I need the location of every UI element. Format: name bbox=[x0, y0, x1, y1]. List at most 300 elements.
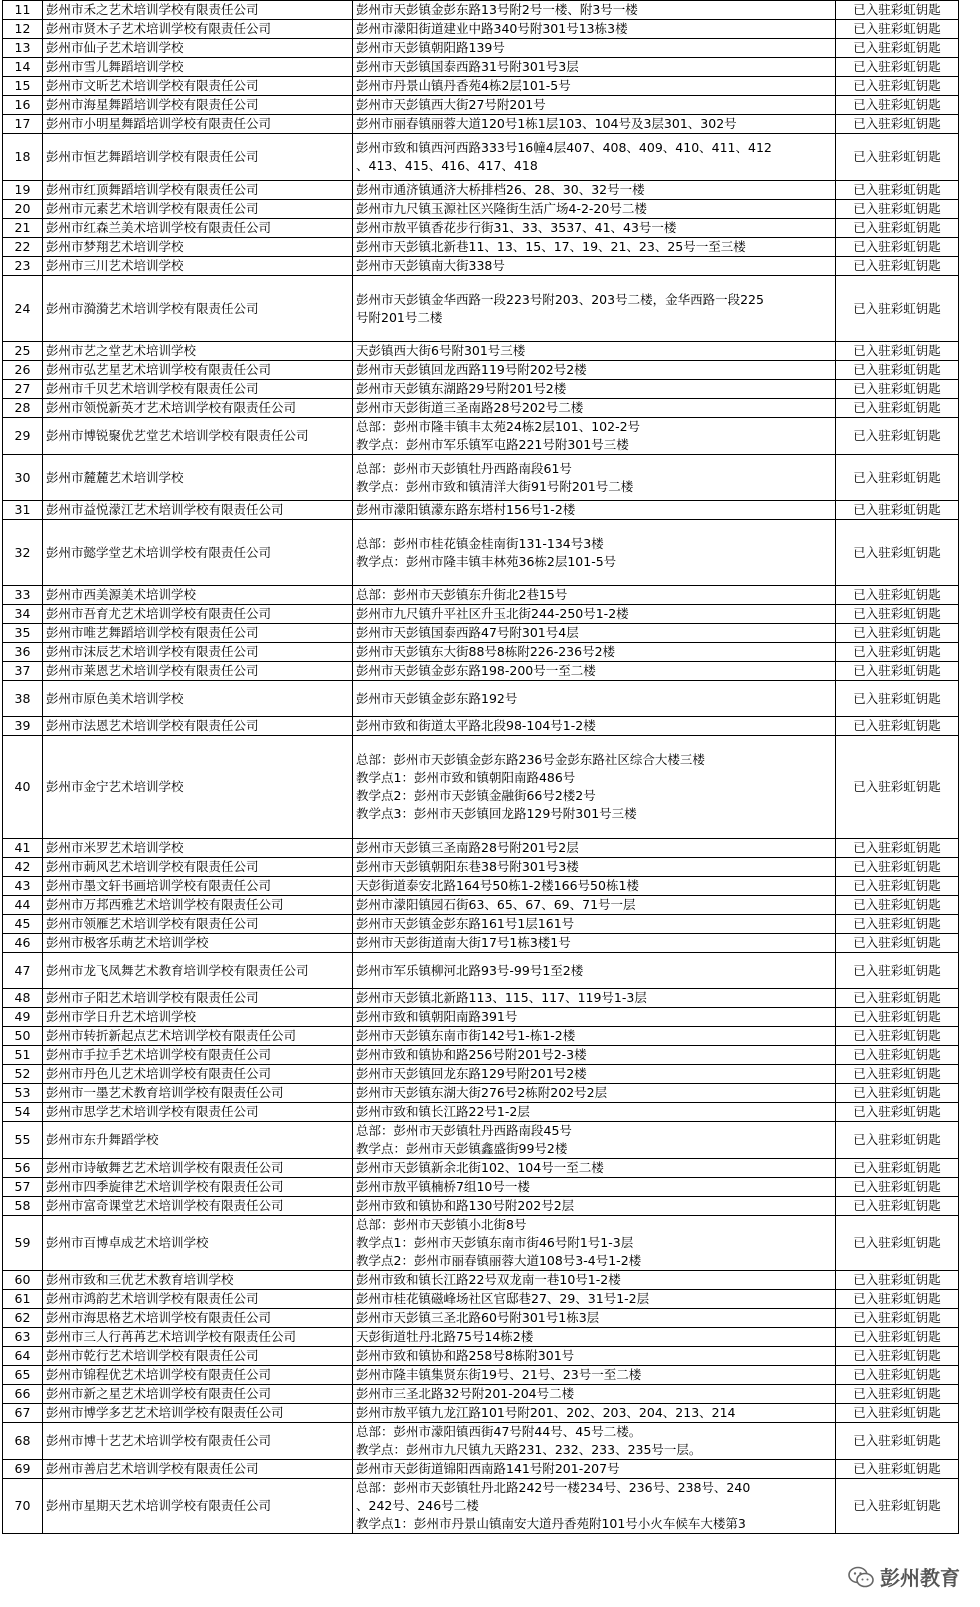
school-address bbox=[353, 58, 836, 77]
address-line: 彭州市天彭街道锦阳西南路141号附201-207号 bbox=[356, 1461, 620, 1476]
status-cell: 已入驻彩虹钥匙 bbox=[836, 1271, 959, 1290]
table-row bbox=[3, 1008, 959, 1027]
status-cell: 已入驻彩虹钥匙 bbox=[836, 1347, 959, 1366]
address-line: 天彭街道牡丹北路75号14栋2楼 bbox=[356, 1329, 534, 1344]
row-number: 18 bbox=[3, 134, 43, 181]
address-line: 彭州市濛阳镇濛东路东塔村156号1-2楼 bbox=[356, 502, 576, 517]
row-number: 32 bbox=[3, 520, 43, 586]
row-number: 27 bbox=[3, 380, 43, 399]
address-line: 总部：彭州市天彭镇牡丹西路南段45号 bbox=[356, 1123, 572, 1138]
row-number: 38 bbox=[3, 681, 43, 717]
table-row bbox=[3, 1404, 959, 1423]
status-cell: 已入驻彩虹钥匙 bbox=[836, 1065, 959, 1084]
status-cell: 已入驻彩虹钥匙 bbox=[836, 1366, 959, 1385]
table-row bbox=[3, 662, 959, 681]
status-cell: 已入驻彩虹钥匙 bbox=[836, 1178, 959, 1197]
address-line: 总部：彭州市濛阳镇西街47号附44号、45号二楼。 bbox=[356, 1424, 642, 1439]
table-row bbox=[3, 455, 959, 501]
school-address bbox=[353, 1460, 836, 1479]
status-cell: 已入驻彩虹钥匙 bbox=[836, 1290, 959, 1309]
address-line: 彭州市天彭镇朝阳东巷38号附301号3楼 bbox=[356, 859, 579, 874]
table-row bbox=[3, 681, 959, 717]
address-line: 彭州市丽春镇丽蓉大道120号1栋1层103、104号及3层301、302号 bbox=[356, 116, 737, 131]
table-row bbox=[3, 276, 959, 342]
schools-table-body bbox=[3, 1, 959, 1534]
address-line: 总部：彭州市天彭镇金彭东路236号金彭东路社区综合大楼三楼 bbox=[356, 752, 705, 767]
status-cell: 已入驻彩虹钥匙 bbox=[836, 681, 959, 717]
address-line: 天彭镇西大街6号附301号三楼 bbox=[356, 343, 526, 358]
row-number: 45 bbox=[3, 915, 43, 934]
status-cell: 已入驻彩虹钥匙 bbox=[836, 115, 959, 134]
table-row bbox=[3, 839, 959, 858]
table-row bbox=[3, 134, 959, 181]
row-number: 61 bbox=[3, 1290, 43, 1309]
table-row bbox=[3, 1479, 959, 1534]
status-cell: 已入驻彩虹钥匙 bbox=[836, 934, 959, 953]
table-row bbox=[3, 605, 959, 624]
school-name: 彭州市锦程优艺术培训学校有限责任公司 bbox=[43, 1366, 353, 1385]
school-name: 彭州市莿风艺术培训学校有限责任公司 bbox=[43, 858, 353, 877]
address-line: 彭州市天彭镇东南市街142号1-栋1-2楼 bbox=[356, 1028, 576, 1043]
status-cell: 已入驻彩虹钥匙 bbox=[836, 77, 959, 96]
address-line: 彭州市天彭镇南大街338号 bbox=[356, 258, 505, 273]
row-number: 65 bbox=[3, 1366, 43, 1385]
status-cell: 已入驻彩虹钥匙 bbox=[836, 896, 959, 915]
school-name: 彭州市文昕艺术培训学校有限责任公司 bbox=[43, 77, 353, 96]
row-number: 24 bbox=[3, 276, 43, 342]
status-cell: 已入驻彩虹钥匙 bbox=[836, 586, 959, 605]
address-line: 彭州市隆丰镇集贤东街19号、21号、23号一至二楼 bbox=[356, 1367, 642, 1382]
status-cell: 已入驻彩虹钥匙 bbox=[836, 1046, 959, 1065]
school-address bbox=[353, 361, 836, 380]
school-address bbox=[353, 624, 836, 643]
address-line: 彭州市天彭镇金彭东路161号1层161号 bbox=[356, 916, 575, 931]
school-name: 彭州市小明星舞蹈培训学校有限责任公司 bbox=[43, 115, 353, 134]
school-address bbox=[353, 877, 836, 896]
school-name: 彭州市丹色儿艺术培训学校有限责任公司 bbox=[43, 1065, 353, 1084]
table-row bbox=[3, 1460, 959, 1479]
status-cell: 已入驻彩虹钥匙 bbox=[836, 20, 959, 39]
school-name: 彭州市子阳艺术培训学校有限责任公司 bbox=[43, 989, 353, 1008]
status-cell: 已入驻彩虹钥匙 bbox=[836, 134, 959, 181]
school-name: 彭州市红顶舞蹈培训学校有限责任公司 bbox=[43, 181, 353, 200]
table-row bbox=[3, 342, 959, 361]
school-name: 彭州市元素艺术培训学校有限责任公司 bbox=[43, 200, 353, 219]
address-line: 彭州市天彭镇东湖路29号附201号2楼 bbox=[356, 381, 567, 396]
row-number: 14 bbox=[3, 58, 43, 77]
table-row bbox=[3, 77, 959, 96]
school-address bbox=[353, 115, 836, 134]
school-address bbox=[353, 934, 836, 953]
school-address bbox=[353, 643, 836, 662]
school-address bbox=[353, 1122, 836, 1159]
address-line: 总部：彭州市隆丰镇丰太苑24栋2层101、102-2号 bbox=[356, 419, 641, 434]
address-line: 彭州市天彭街道南大街17号1栋3楼1号 bbox=[356, 935, 571, 950]
table-row bbox=[3, 1309, 959, 1328]
table-row bbox=[3, 989, 959, 1008]
address-line: 彭州市天彭镇国泰西路47号附301号4层 bbox=[356, 625, 579, 640]
school-address bbox=[353, 380, 836, 399]
status-cell: 已入驻彩虹钥匙 bbox=[836, 605, 959, 624]
school-address bbox=[353, 1309, 836, 1328]
row-number: 25 bbox=[3, 342, 43, 361]
table-row bbox=[3, 1216, 959, 1271]
status-cell: 已入驻彩虹钥匙 bbox=[836, 1027, 959, 1046]
school-address bbox=[353, 1, 836, 20]
status-cell: 已入驻彩虹钥匙 bbox=[836, 839, 959, 858]
address-line: 教学点：彭州市天彭镇鑫盛街99号2楼 bbox=[356, 1141, 568, 1156]
address-line: 彭州市天彭镇西大街27号附201号 bbox=[356, 97, 546, 112]
school-name: 彭州市一墨艺术教育培训学校有限责任公司 bbox=[43, 1084, 353, 1103]
status-cell: 已入驻彩虹钥匙 bbox=[836, 1122, 959, 1159]
row-number: 31 bbox=[3, 501, 43, 520]
table-row bbox=[3, 1027, 959, 1046]
address-line: 彭州市致和镇长江路22号1-2层 bbox=[356, 1104, 530, 1119]
school-name: 彭州市海星舞蹈培训学校有限责任公司 bbox=[43, 96, 353, 115]
status-cell: 已入驻彩虹钥匙 bbox=[836, 342, 959, 361]
school-name: 彭州市善启艺术培训学校有限责任公司 bbox=[43, 1460, 353, 1479]
status-cell: 已入驻彩虹钥匙 bbox=[836, 1197, 959, 1216]
address-line: 彭州市军乐镇柳河北路93号-99号1至2楼 bbox=[356, 962, 584, 978]
table-row bbox=[3, 257, 959, 276]
row-number: 20 bbox=[3, 200, 43, 219]
status-cell: 已入驻彩虹钥匙 bbox=[836, 736, 959, 839]
status-cell: 已入驻彩虹钥匙 bbox=[836, 643, 959, 662]
row-number: 19 bbox=[3, 181, 43, 200]
address-line: 彭州市九尺镇升平社区升玉北街244-250号1-2楼 bbox=[356, 606, 629, 621]
row-number: 69 bbox=[3, 1460, 43, 1479]
address-line: 总部：彭州市天彭镇牡丹北路242号一楼234号、236号、238号、240 bbox=[356, 1480, 751, 1495]
school-address bbox=[353, 839, 836, 858]
table-row bbox=[3, 200, 959, 219]
table-row bbox=[3, 1, 959, 20]
school-name: 彭州市领雁艺术培训学校有限责任公司 bbox=[43, 915, 353, 934]
school-address bbox=[353, 20, 836, 39]
table-row bbox=[3, 934, 959, 953]
row-number: 40 bbox=[3, 736, 43, 839]
address-line: 彭州市致和镇协和路130号附202号2层 bbox=[356, 1198, 575, 1213]
school-address bbox=[353, 200, 836, 219]
table-row bbox=[3, 1065, 959, 1084]
row-number: 56 bbox=[3, 1159, 43, 1178]
school-name: 彭州市墨文轩书画培训学校有限责任公司 bbox=[43, 877, 353, 896]
school-name: 彭州市弘艺星艺术培训学校有限责任公司 bbox=[43, 361, 353, 380]
school-address bbox=[353, 717, 836, 736]
row-number: 70 bbox=[3, 1479, 43, 1534]
status-cell: 已入驻彩虹钥匙 bbox=[836, 1404, 959, 1423]
address-line: 号附201号二楼 bbox=[356, 309, 443, 325]
school-address bbox=[353, 586, 836, 605]
school-name: 彭州市漪漪艺术培训学校有限责任公司 bbox=[43, 276, 353, 342]
row-number: 48 bbox=[3, 989, 43, 1008]
status-cell: 已入驻彩虹钥匙 bbox=[836, 1460, 959, 1479]
table-row bbox=[3, 877, 959, 896]
address-line: 彭州市致和镇西河西路333号16幢4层407、408、409、410、411、412 bbox=[356, 140, 772, 155]
row-number: 15 bbox=[3, 77, 43, 96]
table-row bbox=[3, 586, 959, 605]
school-name: 彭州市三川艺术培训学校 bbox=[43, 257, 353, 276]
row-number: 63 bbox=[3, 1328, 43, 1347]
row-number: 11 bbox=[3, 1, 43, 20]
row-number: 23 bbox=[3, 257, 43, 276]
row-number: 44 bbox=[3, 896, 43, 915]
address-line: 、413、415、416、417、418 bbox=[356, 158, 538, 173]
school-name: 彭州市梦翔艺术培训学校 bbox=[43, 238, 353, 257]
table-row bbox=[3, 1159, 959, 1178]
school-address bbox=[353, 455, 836, 501]
address-line: 教学点1：彭州市天彭镇东南市街46号附1号1-3层 bbox=[356, 1235, 634, 1250]
school-address bbox=[353, 662, 836, 681]
address-line: 教学点1：彭州市丹景山镇南安大道丹香苑附101号小火车候车大楼第3 bbox=[356, 1516, 746, 1531]
table-row bbox=[3, 1178, 959, 1197]
school-name: 彭州市益悦濛江艺术培训学校有限责任公司 bbox=[43, 501, 353, 520]
school-name: 彭州市东升舞蹈学校 bbox=[43, 1122, 353, 1159]
table-row bbox=[3, 181, 959, 200]
school-address bbox=[353, 96, 836, 115]
row-number: 42 bbox=[3, 858, 43, 877]
row-number: 43 bbox=[3, 877, 43, 896]
address-line: 彭州市天彭镇新余北街102、104号一至二楼 bbox=[356, 1160, 604, 1175]
school-address bbox=[353, 1366, 836, 1385]
school-name: 彭州市米罗艺术培训学校 bbox=[43, 839, 353, 858]
address-line: 彭州市天彭镇国泰西路31号附301号3层 bbox=[356, 59, 579, 74]
school-name: 彭州市龙飞凤舞艺术教育培训学校有限责任公司 bbox=[43, 953, 353, 989]
status-cell: 已入驻彩虹钥匙 bbox=[836, 1159, 959, 1178]
address-line: 彭州市敖平镇楠桥7组10号一楼 bbox=[356, 1179, 530, 1194]
school-name: 彭州市红森兰美术培训学校有限责任公司 bbox=[43, 219, 353, 238]
address-line: 教学点：彭州市隆丰镇丰林苑36栋2层101-5号 bbox=[356, 553, 617, 569]
status-cell: 已入驻彩虹钥匙 bbox=[836, 858, 959, 877]
school-name: 彭州市贤木子艺术培训学校有限责任公司 bbox=[43, 20, 353, 39]
row-number: 28 bbox=[3, 399, 43, 418]
row-number: 33 bbox=[3, 586, 43, 605]
school-name: 彭州市万邦西雅艺术培训学校有限责任公司 bbox=[43, 896, 353, 915]
school-name: 彭州市原色美术培训学校 bbox=[43, 681, 353, 717]
address-line: 彭州市天彭镇三圣南路28号附201号2层 bbox=[356, 840, 579, 855]
table-row bbox=[3, 418, 959, 455]
school-name: 彭州市致和三优艺术教育培训学校 bbox=[43, 1271, 353, 1290]
school-name: 彭州市禾之艺术培训学校有限责任公司 bbox=[43, 1, 353, 20]
school-address bbox=[353, 134, 836, 181]
status-cell: 已入驻彩虹钥匙 bbox=[836, 257, 959, 276]
school-address bbox=[353, 1404, 836, 1423]
school-address bbox=[353, 39, 836, 58]
school-name: 彭州市懿学堂艺术培训学校有限责任公司 bbox=[43, 520, 353, 586]
address-line: 教学点1：彭州市致和镇朝阳南路486号 bbox=[356, 770, 576, 785]
status-cell: 已入驻彩虹钥匙 bbox=[836, 1, 959, 20]
wechat-icon bbox=[848, 1566, 874, 1588]
status-cell: 已入驻彩虹钥匙 bbox=[836, 1309, 959, 1328]
table-row bbox=[3, 1271, 959, 1290]
status-cell: 已入驻彩虹钥匙 bbox=[836, 361, 959, 380]
address-line: 总部：彭州市桂花镇金桂南街131-134号3楼 bbox=[356, 535, 604, 551]
table-row bbox=[3, 1423, 959, 1460]
school-name: 彭州市恒艺舞蹈培训学校有限责任公司 bbox=[43, 134, 353, 181]
row-number: 13 bbox=[3, 39, 43, 58]
status-cell: 已入驻彩虹钥匙 bbox=[836, 1423, 959, 1460]
school-address bbox=[353, 1347, 836, 1366]
row-number: 50 bbox=[3, 1027, 43, 1046]
table-row bbox=[3, 1366, 959, 1385]
school-name: 彭州市四季旋律艺术培训学校有限责任公司 bbox=[43, 1178, 353, 1197]
address-line: 彭州市敖平镇九龙江路101号附201、202、203、204、213、214 bbox=[356, 1405, 736, 1420]
address-line: 彭州市天彭镇回龙西路119号附202号2楼 bbox=[356, 362, 587, 377]
address-line: 彭州市天彭镇三圣北路60号附301号1栋3层 bbox=[356, 1310, 600, 1325]
school-name: 彭州市金宁艺术培训学校 bbox=[43, 736, 353, 839]
table-row bbox=[3, 717, 959, 736]
row-number: 68 bbox=[3, 1423, 43, 1460]
status-cell: 已入驻彩虹钥匙 bbox=[836, 1103, 959, 1122]
row-number: 36 bbox=[3, 643, 43, 662]
school-address bbox=[353, 681, 836, 717]
school-name: 彭州市仙子艺术培训学校 bbox=[43, 39, 353, 58]
address-line: 彭州市天彭镇东大街88号8栋附226-236号2楼 bbox=[356, 644, 616, 659]
address-line: 总部：彭州市天彭镇东升街北2巷15号 bbox=[356, 587, 568, 602]
school-address bbox=[353, 238, 836, 257]
address-line: 彭州市丹景山镇丹香苑4栋2层101-5号 bbox=[356, 78, 571, 93]
status-cell: 已入驻彩虹钥匙 bbox=[836, 455, 959, 501]
school-address bbox=[353, 520, 836, 586]
table-row bbox=[3, 39, 959, 58]
status-cell: 已入驻彩虹钥匙 bbox=[836, 238, 959, 257]
status-cell: 已入驻彩虹钥匙 bbox=[836, 501, 959, 520]
status-cell: 已入驻彩虹钥匙 bbox=[836, 418, 959, 455]
address-line: 彭州市天彭街道三圣南路28号202号二楼 bbox=[356, 400, 584, 415]
row-number: 53 bbox=[3, 1084, 43, 1103]
address-line: 彭州市天彭镇金彭东路198-200号一至二楼 bbox=[356, 663, 596, 678]
table-row bbox=[3, 915, 959, 934]
row-number: 64 bbox=[3, 1347, 43, 1366]
school-address bbox=[353, 1008, 836, 1027]
school-address bbox=[353, 1216, 836, 1271]
address-line: 彭州市天彭镇金彭东路13号附2号一楼、附3号一楼 bbox=[356, 2, 638, 17]
school-address bbox=[353, 858, 836, 877]
row-number: 66 bbox=[3, 1385, 43, 1404]
address-line: 彭州市致和镇协和路258号8栋附301号 bbox=[356, 1348, 575, 1363]
school-name: 彭州市鸿韵艺术培训学校有限责任公司 bbox=[43, 1290, 353, 1309]
status-cell: 已入驻彩虹钥匙 bbox=[836, 1084, 959, 1103]
school-name: 彭州市富奇课堂艺术培训学校有限责任公司 bbox=[43, 1197, 353, 1216]
row-number: 62 bbox=[3, 1309, 43, 1328]
row-number: 49 bbox=[3, 1008, 43, 1027]
school-name: 彭州市百博卓成艺术培训学校 bbox=[43, 1216, 353, 1271]
school-name: 彭州市三人行苒苒艺术培训学校有限责任公司 bbox=[43, 1328, 353, 1347]
status-cell: 已入驻彩虹钥匙 bbox=[836, 953, 959, 989]
school-name: 彭州市西美源美术培训学校 bbox=[43, 586, 353, 605]
table-row bbox=[3, 20, 959, 39]
table-row bbox=[3, 736, 959, 839]
school-address bbox=[353, 399, 836, 418]
status-cell: 已入驻彩虹钥匙 bbox=[836, 1479, 959, 1534]
status-cell: 已入驻彩虹钥匙 bbox=[836, 877, 959, 896]
row-number: 57 bbox=[3, 1178, 43, 1197]
table-row bbox=[3, 1046, 959, 1065]
school-name: 彭州市吾育尤艺术培训学校有限责任公司 bbox=[43, 605, 353, 624]
table-row bbox=[3, 953, 959, 989]
school-address bbox=[353, 219, 836, 238]
school-name: 彭州市学日升艺术培训学校 bbox=[43, 1008, 353, 1027]
status-cell: 已入驻彩虹钥匙 bbox=[836, 520, 959, 586]
school-name: 彭州市唯艺舞蹈培训学校有限责任公司 bbox=[43, 624, 353, 643]
row-number: 54 bbox=[3, 1103, 43, 1122]
address-line: 天彭街道泰安北路164号50栋1-2楼166号50栋1楼 bbox=[356, 878, 639, 893]
address-line: 总部：彭州市天彭镇小北街8号 bbox=[356, 1217, 527, 1232]
table-row bbox=[3, 219, 959, 238]
school-address bbox=[353, 181, 836, 200]
address-line: 彭州市致和镇朝阳南路391号 bbox=[356, 1009, 518, 1024]
table-row bbox=[3, 520, 959, 586]
row-number: 34 bbox=[3, 605, 43, 624]
row-number: 46 bbox=[3, 934, 43, 953]
status-cell: 已入驻彩虹钥匙 bbox=[836, 662, 959, 681]
school-address bbox=[353, 1423, 836, 1460]
address-line: 彭州市天彭镇北新路113、115、117、119号1-3层 bbox=[356, 990, 647, 1005]
schools-table-sheet bbox=[2, 0, 958, 1534]
watermark-text: 彭州教育 bbox=[880, 1566, 960, 1590]
address-line: 彭州市天彭镇朝阳路139号 bbox=[356, 40, 505, 55]
table-row bbox=[3, 643, 959, 662]
school-address bbox=[353, 1328, 836, 1347]
school-name: 彭州市雪儿舞蹈培训学校 bbox=[43, 58, 353, 77]
table-row bbox=[3, 858, 959, 877]
address-line: 彭州市致和街道太平路北段98-104号1-2楼 bbox=[356, 718, 596, 733]
table-row bbox=[3, 399, 959, 418]
school-address bbox=[353, 1103, 836, 1122]
address-line: 彭州市天彭镇金彭东路192号 bbox=[356, 690, 518, 706]
table-row bbox=[3, 238, 959, 257]
address-line: 彭州市三圣北路32号附201-204号二楼 bbox=[356, 1386, 575, 1401]
address-line: 彭州市天彭镇回龙东路129号附201号2楼 bbox=[356, 1066, 587, 1081]
school-address bbox=[353, 736, 836, 839]
status-cell: 已入驻彩虹钥匙 bbox=[836, 624, 959, 643]
address-line: 彭州市九尺镇玉源社区兴隆街生活广场4-2-20号二楼 bbox=[356, 201, 647, 216]
school-name: 彭州市诗敏舞艺艺术培训学校有限责任公司 bbox=[43, 1159, 353, 1178]
status-cell: 已入驻彩虹钥匙 bbox=[836, 1328, 959, 1347]
status-cell: 已入驻彩虹钥匙 bbox=[836, 39, 959, 58]
row-number: 22 bbox=[3, 238, 43, 257]
status-cell: 已入驻彩虹钥匙 bbox=[836, 96, 959, 115]
school-name: 彭州市星期天艺术培训学校有限责任公司 bbox=[43, 1479, 353, 1534]
address-line: 彭州市濛阳镇园石街63、65、67、69、71号一层 bbox=[356, 897, 636, 912]
address-line: 教学点：彭州市九尺镇九天路231、232、233、235号一层。 bbox=[356, 1442, 702, 1457]
table-row bbox=[3, 1290, 959, 1309]
table-row bbox=[3, 1084, 959, 1103]
status-cell: 已入驻彩虹钥匙 bbox=[836, 717, 959, 736]
row-number: 12 bbox=[3, 20, 43, 39]
row-number: 52 bbox=[3, 1065, 43, 1084]
school-address bbox=[353, 418, 836, 455]
address-line: 彭州市天彭镇金华西路一段223号附203、203号二楼，金华西路一段225 bbox=[356, 291, 764, 307]
school-name: 彭州市乾行艺术培训学校有限责任公司 bbox=[43, 1347, 353, 1366]
row-number: 51 bbox=[3, 1046, 43, 1065]
school-address bbox=[353, 342, 836, 361]
address-line: 、242号、246号二楼 bbox=[356, 1498, 479, 1513]
table-row bbox=[3, 361, 959, 380]
school-name: 彭州市转折新起点艺术培训学校有限责任公司 bbox=[43, 1027, 353, 1046]
table-row bbox=[3, 1197, 959, 1216]
school-name: 彭州市领悦新英才艺术培训学校有限责任公司 bbox=[43, 399, 353, 418]
school-address bbox=[353, 1046, 836, 1065]
status-cell: 已入驻彩虹钥匙 bbox=[836, 989, 959, 1008]
school-address bbox=[353, 1197, 836, 1216]
row-number: 41 bbox=[3, 839, 43, 858]
row-number: 21 bbox=[3, 219, 43, 238]
table-row bbox=[3, 1385, 959, 1404]
row-number: 37 bbox=[3, 662, 43, 681]
status-cell: 已入驻彩虹钥匙 bbox=[836, 399, 959, 418]
row-number: 29 bbox=[3, 418, 43, 455]
school-name: 彭州市艺之堂艺术培训学校 bbox=[43, 342, 353, 361]
